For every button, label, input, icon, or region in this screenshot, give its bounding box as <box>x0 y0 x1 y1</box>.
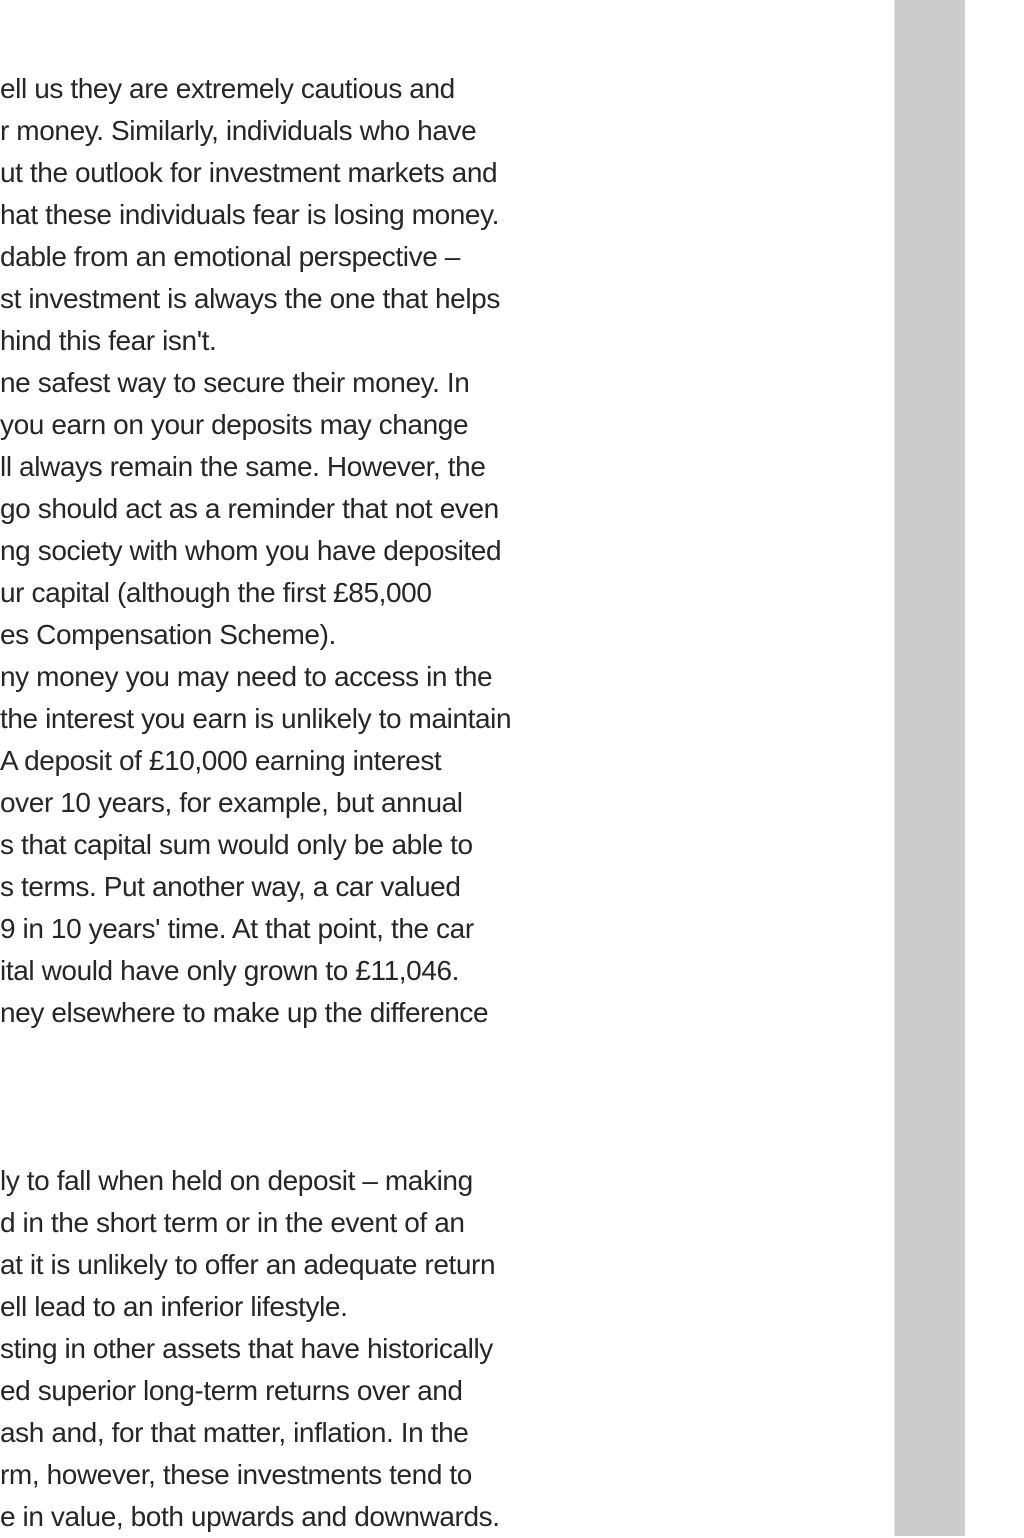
text-line: the interest you earn is unlikely to maintain <box>0 703 512 734</box>
text-line: ed superior long-term returns over and <box>0 1375 463 1406</box>
text-line: ne safest way to secure their money. In <box>0 367 470 398</box>
text-line: e in value, both upwards and downwards. <box>0 1501 500 1532</box>
text-line: ut the outlook for investment markets and <box>0 157 498 188</box>
text-line: A deposit of £10,000 earning interest <box>0 745 442 776</box>
text-line: ur capital (although the first £85,000 <box>0 577 432 608</box>
text-line: d in the short term or in the event of an <box>0 1207 465 1238</box>
text-line: 9 in 10 years' time. At that point, the car <box>0 913 474 944</box>
body-text-upper <box>0 68 880 1034</box>
text-line: st investment is always the one that helps <box>0 283 500 314</box>
text-line: ell lead to an inferior lifestyle. <box>0 1291 348 1322</box>
text-line: s that capital sum would only be able to <box>0 829 473 860</box>
text-line: s terms. Put another way, a car valued <box>0 871 461 902</box>
text-line: ng society with whom you have deposited <box>0 535 502 566</box>
text-line: ll always remain the same. However, the <box>0 451 486 482</box>
text-line: dable from an emotional perspective – <box>0 241 460 272</box>
text-line: hat these individuals fear is losing money. <box>0 199 500 230</box>
text-line: ash and, for that matter, inflation. In the <box>0 1417 469 1448</box>
text-line: ny money you may need to access in the <box>0 661 493 692</box>
body-text-lower <box>0 1160 880 1538</box>
text-line: rm, however, these investments tend to <box>0 1459 472 1490</box>
text-line: ital would have only grown to £11,046. <box>0 955 460 986</box>
text-line: ell us they are extremely cautious and <box>0 73 455 104</box>
document-text-block <box>0 68 880 1538</box>
text-line: go should act as a reminder that not even <box>0 493 499 524</box>
text-line: sting in other assets that have historically <box>0 1333 493 1364</box>
text-line: hind this fear isn't. <box>0 325 217 356</box>
text-line: es Compensation Scheme). <box>0 619 336 650</box>
text-line: at it is unlikely to offer an adequate return <box>0 1249 496 1280</box>
text-line: ly to fall when held on deposit – making <box>0 1165 473 1196</box>
text-line: ney elsewhere to make up the difference <box>0 997 489 1028</box>
page-gutter-bar <box>894 0 965 1536</box>
text-line: over 10 years, for example, but annual <box>0 787 463 818</box>
text-line: r money. Similarly, individuals who have <box>0 115 477 146</box>
text-line: you earn on your deposits may change <box>0 409 469 440</box>
